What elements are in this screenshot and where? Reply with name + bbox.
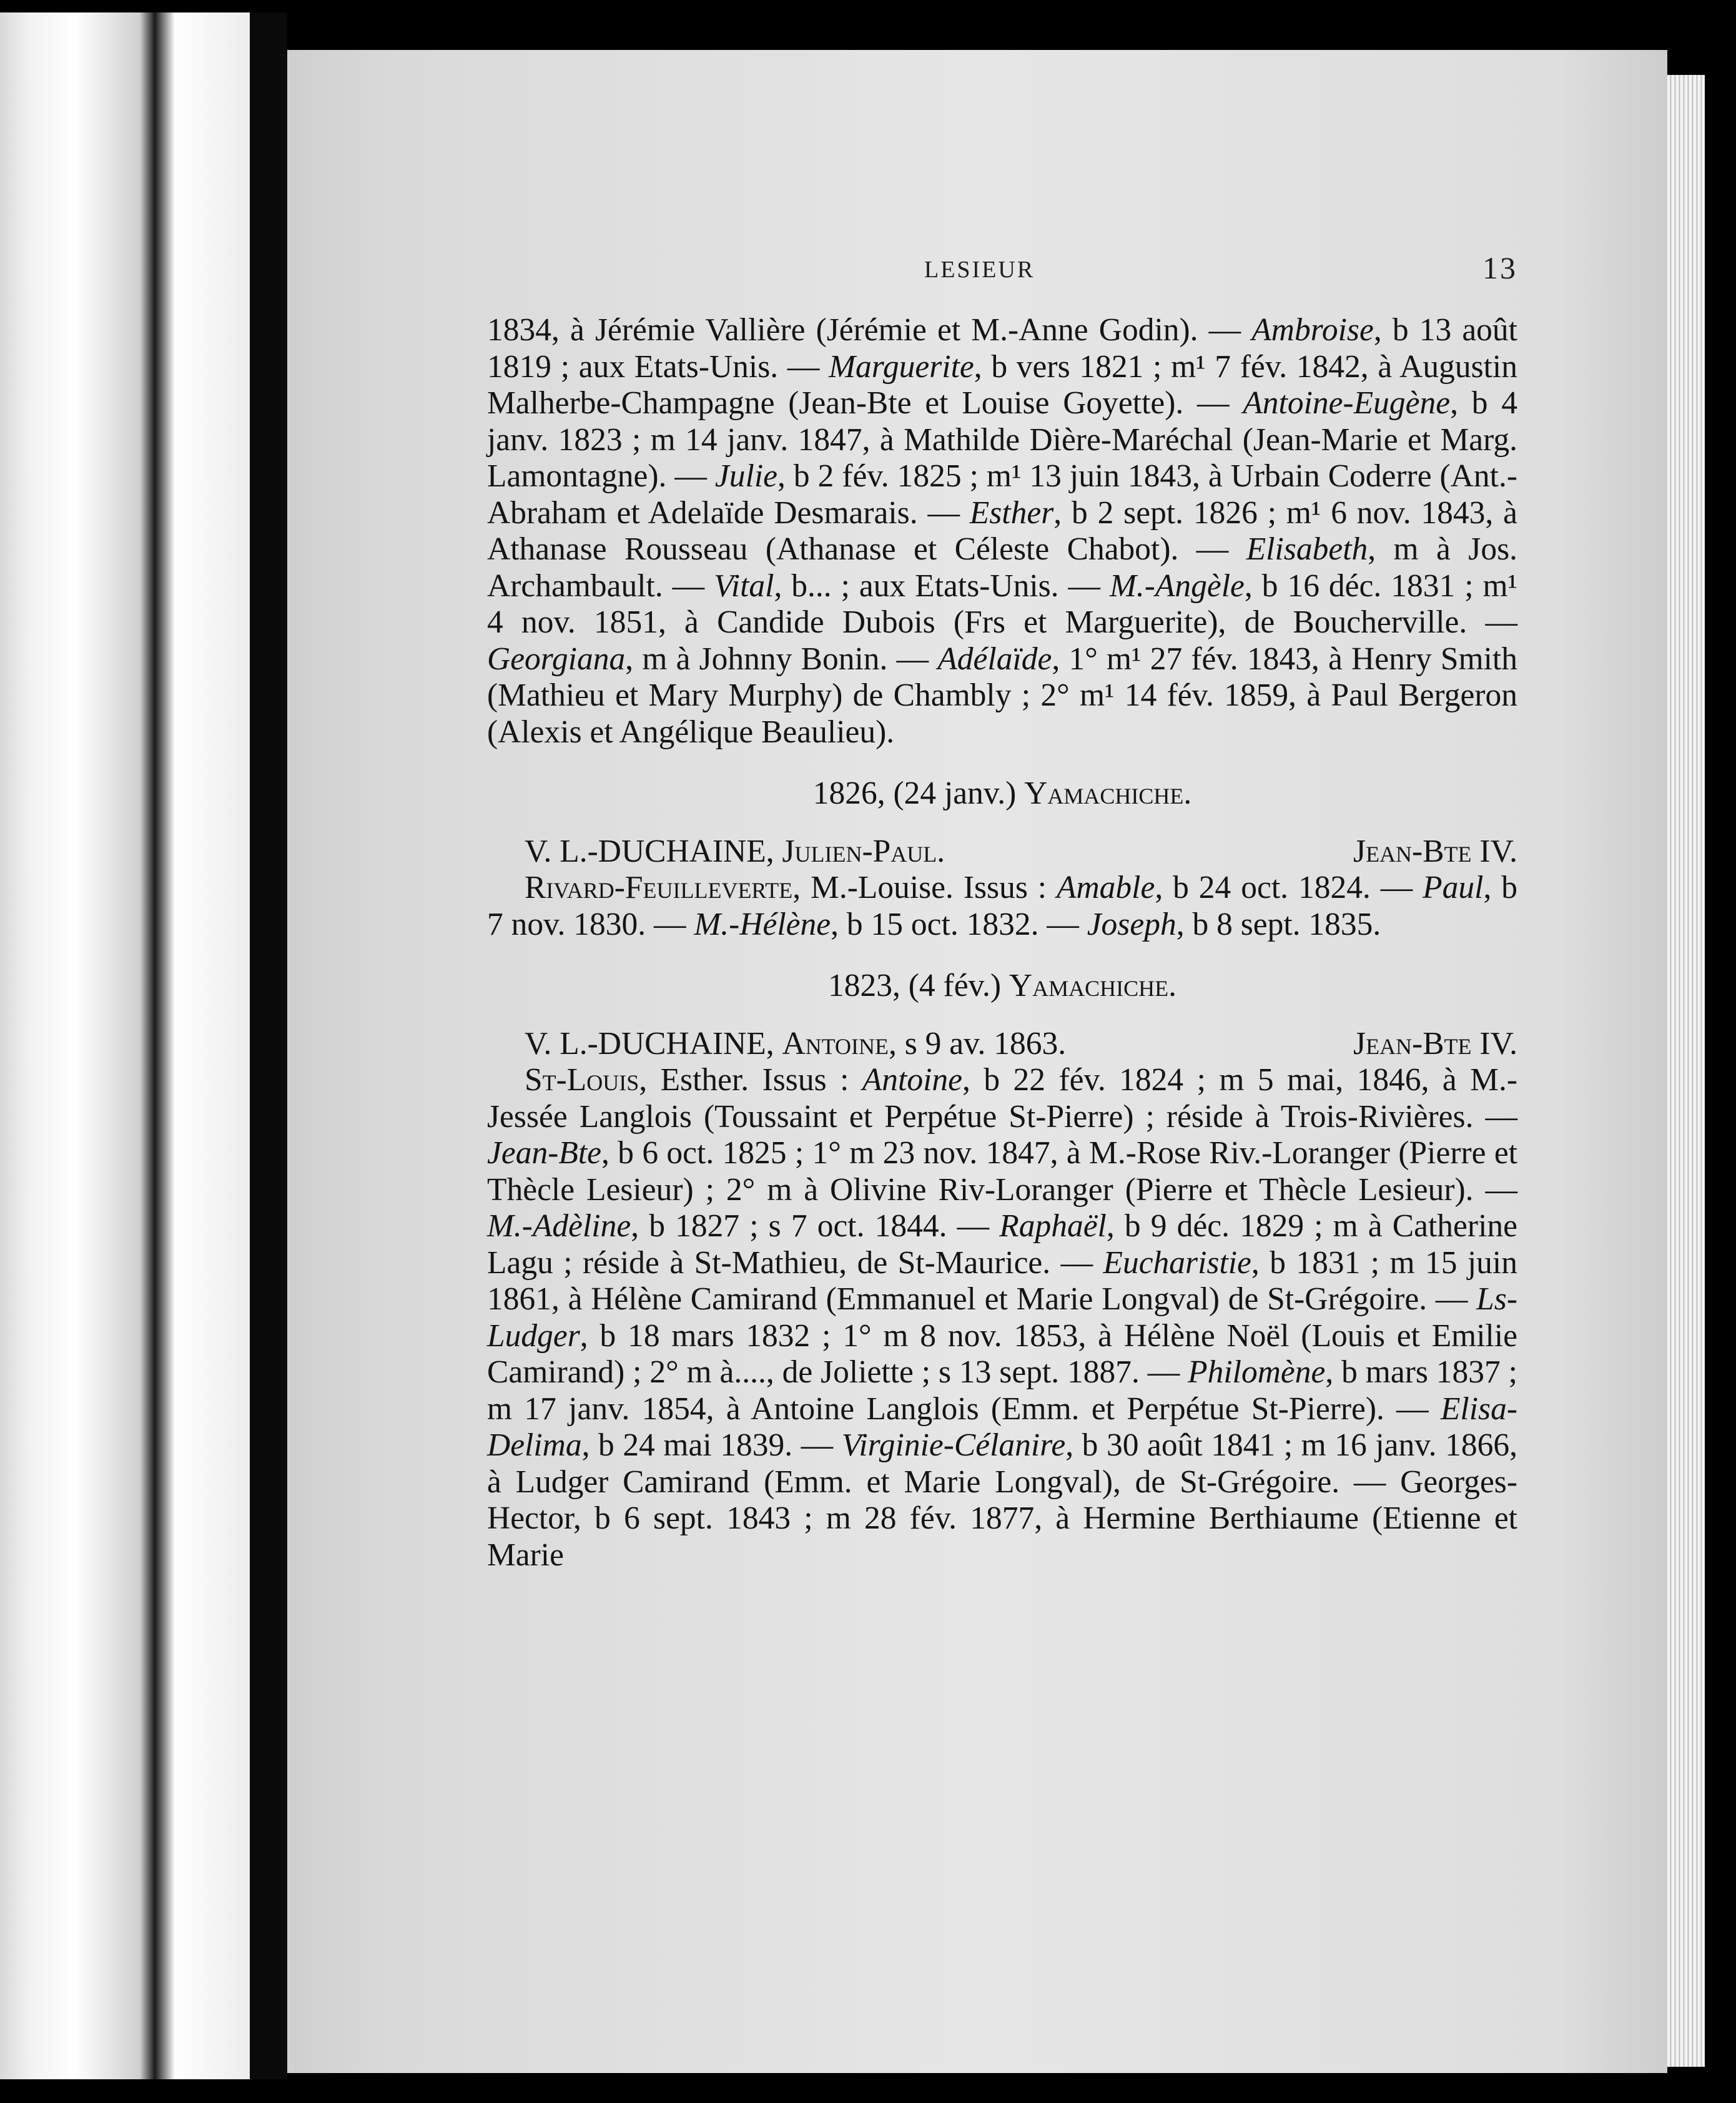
entry-name <box>525 1026 1066 1063</box>
text-run: , b 30 août 1841 ; m 16 janv. 1866, à Ludger Camirand (Emm. et Marie Longval), de St-Grégoire. — Georges-Hector, b 6 sept. 1843 ; m 28 fév. 1877, à Hermine Berthiaume (Etienne et Marie <box>487 1427 1517 1573</box>
book-gutter <box>250 12 287 2079</box>
italic-name-run: M.-Adèline <box>487 1208 631 1244</box>
text-run: , b 16 déc. 1831 ; m¹ 4 nov. 1851, à Candide Dubois (Frs et Marguerite), de Boucherville. — <box>487 568 1517 640</box>
italic-name-run: Elisa-Delima <box>487 1391 1517 1463</box>
italic-name-run: M.-Angèle <box>1109 568 1245 604</box>
marriage-heading <box>487 776 1517 812</box>
italic-name-run: Marguerite <box>829 348 974 385</box>
text-run: , b 4 janv. 1823 ; m 14 janv. 1847, à Mathilde Dière-Maréchal (Jean-Marie et Marg. Lamontagne). — <box>487 385 1517 494</box>
text-run: , 1° m¹ 27 fév. 1843, à Henry Smith (Mathieu et Mary Murphy) de Chambly ; 2° m¹ 14 fév. 1859, à Paul Bergeron (Alexis et Angélique Beaulieu). <box>487 641 1517 750</box>
paragraph-family-continuation <box>487 312 1517 751</box>
text-run: , b 22 fév. 1824 ; m 5 mai, 1846, à M.-Jessée Langlois (Toussaint et Perpétue St-Pierre) ; réside à Trois-Rivières. — <box>487 1062 1517 1135</box>
heading-place: Yamachiche. <box>1024 776 1192 811</box>
entry-surname: V. L.-DUCHAINE, <box>525 833 782 869</box>
italic-name-run: Antoine-Eugène <box>1243 385 1451 421</box>
text-run: , b 15 oct. 1832. — <box>831 906 1087 942</box>
entry-line <box>487 834 1517 870</box>
text-run: , b 6 oct. 1825 ; 1° m 23 nov. 1847, à M.-Rose Riv.-Loranger (Pierre et Thècle Lesieur) ; 2° m à Olivine Riv-Loranger (Pierre et Thècle Lesieur). — <box>487 1135 1517 1208</box>
text-run: , b 2 sept. 1826 ; m¹ 6 nov. 1843, à Athanase Rousseau (Athanase et Céleste Chabot). — <box>487 495 1517 567</box>
paragraph-entry-spouse <box>487 870 1517 943</box>
heading-place: Yamachiche. <box>1009 968 1176 1003</box>
running-title: LESIEUR <box>924 257 1035 283</box>
smallcaps-run: Rivard-Feuilleverte <box>525 870 793 905</box>
entry-given-name: Julien-Paul. <box>782 833 945 869</box>
italic-name-run: Ambroise <box>1251 312 1374 348</box>
entry-father: Jean-Bte IV. <box>1353 833 1517 869</box>
smallcaps-run: St-Louis <box>525 1062 639 1098</box>
text-run: , b 7 nov. 1830. — <box>487 870 1517 942</box>
italic-name-run: Raphaël <box>999 1208 1107 1244</box>
page-header <box>487 250 1517 287</box>
italic-name-run: Antoine <box>862 1062 962 1098</box>
page-edges <box>1667 75 1705 2067</box>
text-run: , b vers 1821 ; m¹ 7 fév. 1842, à Augustin Malherbe-Champagne (Jean-Bte et Louise Goyette). — <box>487 348 1517 421</box>
text-run: , b 13 août 1819 ; aux Etats-Unis. — <box>487 312 1517 385</box>
italic-name-run: Georgiana <box>487 641 626 677</box>
page-number: 13 <box>1482 250 1517 285</box>
entry-father: Jean-Bte IV. <box>1353 1025 1517 1061</box>
text-run: , b 1827 ; s 7 oct. 1844. — <box>631 1208 1000 1244</box>
italic-name-run: M.-Hélène <box>694 906 831 942</box>
text-run: , b 1831 ; m 15 juin 1861, à Hélène Camirand (Emmanuel et Marie Longval) de St-Grégoire. — <box>487 1244 1517 1317</box>
heading-date: 1826, (24 janv.) <box>812 776 1025 811</box>
italic-name-run: Esther <box>969 495 1054 531</box>
heading-date: 1823, (4 fév.) <box>828 968 1009 1003</box>
entry-line <box>487 1026 1517 1063</box>
paragraph-entry-spouse <box>487 1062 1517 1574</box>
italic-name-run: Jean-Bte <box>487 1135 601 1171</box>
page-body <box>487 312 1517 1574</box>
italic-name-run: Adélaïde <box>937 641 1052 677</box>
text-run: , b... ; aux Etats-Unis. — <box>774 568 1110 604</box>
text-run: , m à Jos. Archambault. — <box>487 531 1518 604</box>
marriage-heading <box>487 968 1517 1005</box>
italic-name-run: Elisabeth <box>1246 531 1368 567</box>
italic-name-run: Julie <box>714 458 777 494</box>
text-run: , b 8 sept. 1835. <box>1176 906 1381 942</box>
entry-surname: V. L.-DUCHAINE, <box>525 1025 782 1061</box>
entry-name <box>525 834 945 870</box>
text-run: , M.-Louise. Issus : <box>792 870 1057 905</box>
italic-name-run: Virginie-Célanire <box>841 1427 1066 1463</box>
text-run: , b 24 oct. 1824. — <box>1155 870 1423 905</box>
entry-given-name: Antoine <box>782 1025 889 1061</box>
text-run: , m à Johnny Bonin. — <box>625 641 938 677</box>
italic-name-run: Paul <box>1423 870 1484 905</box>
entry-detail: , s 9 av. 1863. <box>888 1025 1067 1061</box>
text-run: , b 2 fév. 1825 ; m¹ 13 juin 1843, à Urbain Coderre (Ant.-Abraham et Adelaïde Desmarais. — <box>487 458 1517 531</box>
text-run: , Esther. Issus : <box>639 1062 862 1098</box>
italic-name-run: Amable <box>1057 870 1155 905</box>
italic-name-run: Joseph <box>1087 906 1176 942</box>
text-run: , b mars 1837 ; m 17 janv. 1854, à Antoine Langlois (Emm. et Perpétue St-Pierre). — <box>487 1354 1517 1427</box>
text-run: , b 18 mars 1832 ; 1° m 8 nov. 1853, à Hélène Noël (Louis et Emilie Camirand) ; 2° m à...., de Joliette ; s 13 sept. 1887. — <box>487 1317 1517 1390</box>
italic-name-run: Vital <box>714 568 774 604</box>
italic-name-run: Philomène <box>1188 1354 1326 1390</box>
text-run: , b 9 déc. 1829 ; m à Catherine Lagu ; réside à St-Mathieu, de St-Maurice. — <box>487 1208 1517 1281</box>
italic-name-run: Eucharistie <box>1103 1244 1251 1281</box>
text-run: , b 24 mai 1839. — <box>581 1427 842 1463</box>
text-run: 1834, à Jérémie Vallière (Jérémie et M.-Anne Godin). — <box>487 312 1252 348</box>
italic-name-run: Ls-Ludger <box>487 1281 1517 1354</box>
left-page-edge <box>0 12 250 2079</box>
